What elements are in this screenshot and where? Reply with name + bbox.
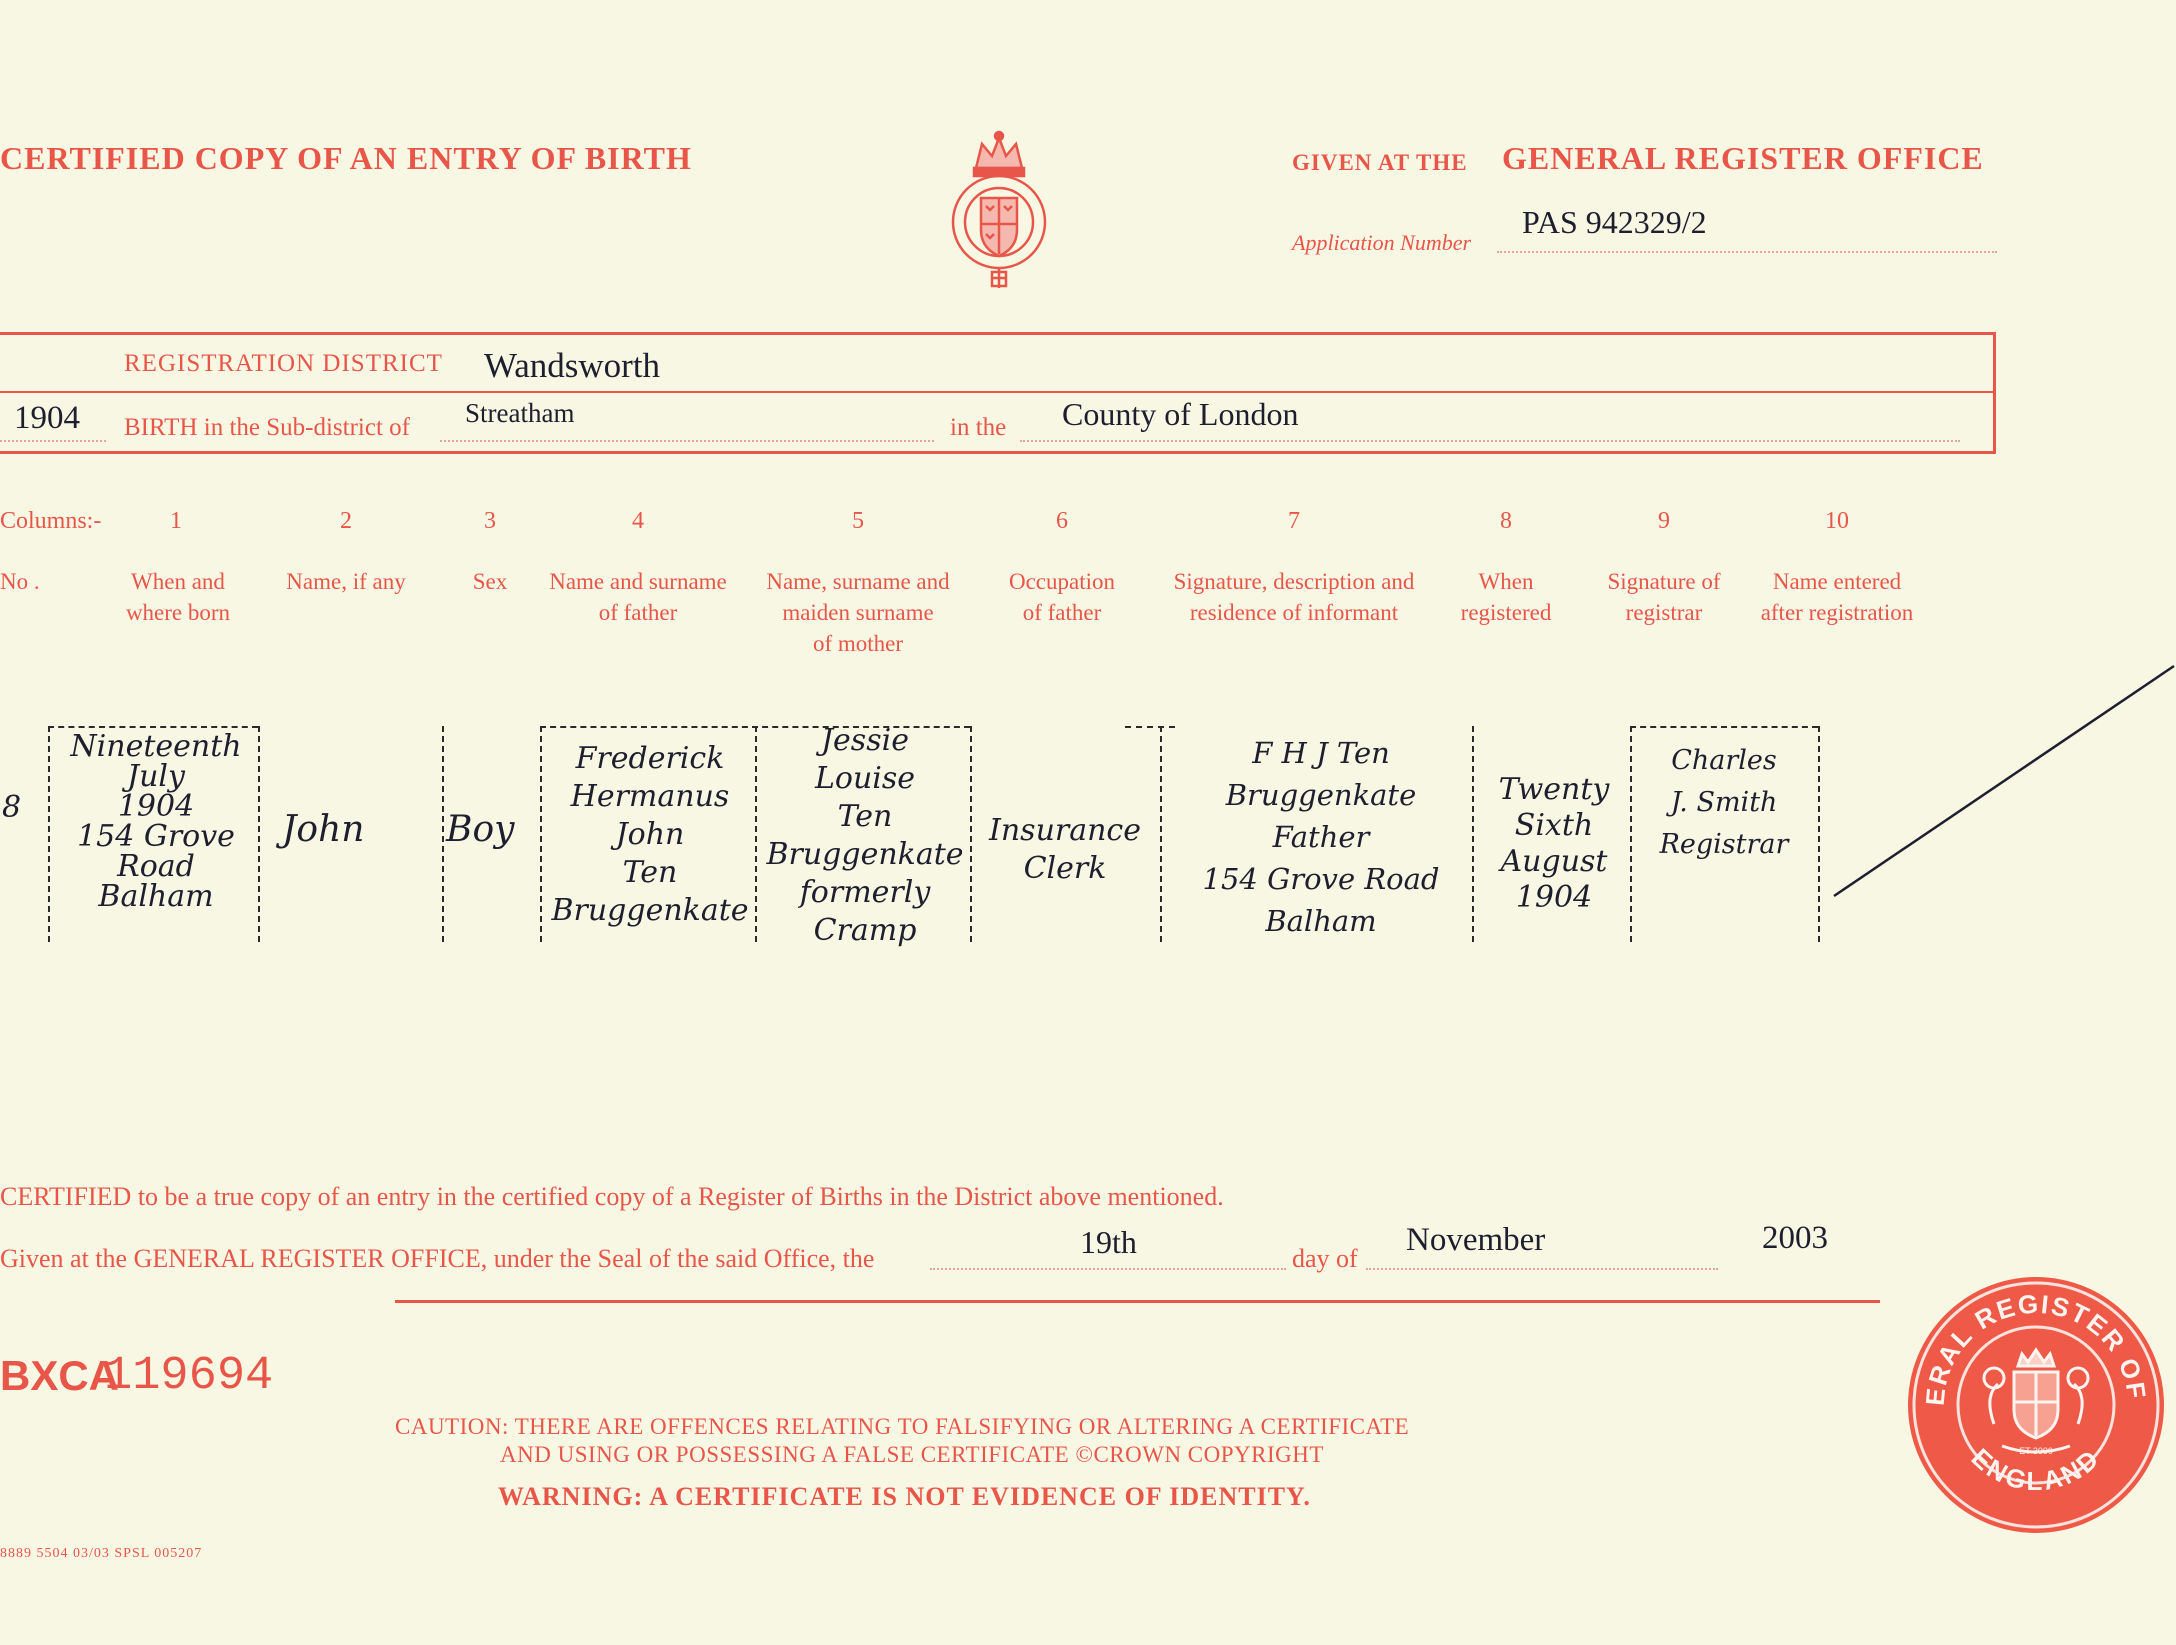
entry-column-divider	[48, 726, 50, 942]
columns-label: Columns:-	[0, 508, 102, 534]
given-at-statement: Given at the GENERAL REGISTER OFFICE, under the Seal of the said Office, the	[0, 1244, 875, 1273]
entry-top-rule	[1125, 726, 1175, 728]
entry-column-divider	[1818, 726, 1820, 942]
seal-icon	[1906, 1274, 2166, 1536]
column-heading: Occupation of father	[1008, 569, 1115, 625]
column-no-heading: No .	[0, 569, 40, 594]
column-number: 7	[1288, 508, 1300, 534]
svg-text:ENGLAND: ENGLAND	[1965, 1442, 2107, 1497]
column-heading: Signature of registrar	[1607, 569, 1721, 625]
day-of-label: day of	[1292, 1244, 1358, 1273]
column-number: 8	[1500, 508, 1512, 534]
county-dotted-line	[1020, 440, 1960, 442]
registration-district-value: Wandsworth	[484, 346, 661, 385]
caution-line-1: CAUTION: THERE ARE OFFENCES RELATING TO FALSIFYING OR ALTERING A CERTIFICATE	[395, 1414, 1410, 1439]
application-number-dotted-line	[1497, 250, 1997, 253]
entry-when-registered: Twenty Sixth August 1904	[1498, 772, 1610, 915]
subdistrict-value: Streatham	[465, 398, 575, 428]
birth-subdistrict-label: BIRTH in the Sub-district of	[124, 414, 410, 441]
application-number-label: Application Number	[1292, 230, 1472, 255]
column-number: 2	[340, 508, 352, 534]
certification-year: 2003	[1762, 1220, 1828, 1256]
column-heading: Sex	[472, 569, 508, 594]
serial-prefix: BXCA	[0, 1352, 120, 1399]
entry-registrar-signature: Charles J. Smith Registrar	[1659, 745, 1789, 860]
column-heading: Signature, description and residence of informant	[1173, 569, 1415, 625]
certification-statement: CERTIFIED to be a true copy of an entry in the certified copy of a Register of Births in the District above mentioned.	[0, 1182, 1224, 1211]
entry-mother-name: Jessie Louise Ten Bruggenkate formerly Cramp	[766, 723, 964, 948]
entry-column-divider	[442, 726, 444, 942]
entry-sex: Boy	[446, 809, 515, 850]
year-dotted-line	[0, 440, 106, 442]
birth-year-value: 1904	[14, 400, 80, 436]
royal-crest-icon	[946, 130, 1052, 296]
column-number: 10	[1825, 508, 1849, 534]
county-value: County of London	[1062, 396, 1299, 432]
column-number: 6	[1056, 508, 1068, 534]
entry-informant: F H J Ten Bruggenkate Father 154 Grove Road Balham	[1202, 736, 1440, 938]
entry-when-where-born: Nineteenth July 1904 154 Grove Road Balham	[70, 729, 242, 914]
column-number: 4	[632, 508, 644, 534]
certification-month: November	[1406, 1222, 1546, 1258]
entry-father-name: Frederick Hermanus John Ten Bruggenkate	[551, 741, 749, 928]
district-divider	[0, 391, 1996, 393]
column-number: 3	[484, 508, 496, 534]
column-number: 5	[852, 508, 864, 534]
entry-number: 8	[2, 790, 22, 825]
column-heading: Name, surname and maiden surname of mother	[766, 569, 950, 656]
svg-text:GENERAL REGISTER OFFICE: ERAL REGISTER OF	[1919, 1288, 2153, 1407]
certification-rule	[395, 1300, 1880, 1303]
day-dotted-line	[930, 1268, 1286, 1270]
certificate-title: CERTIFIED COPY OF AN ENTRY OF BIRTH	[0, 140, 692, 176]
footer-codes: 8889 5504 03/03 SPSL 005207	[0, 1546, 203, 1561]
given-at-label: GIVEN AT THE	[1292, 150, 1468, 175]
royal-crest	[946, 130, 1052, 296]
column-heading: When registered	[1460, 569, 1552, 625]
month-dotted-line	[1366, 1268, 1718, 1270]
entry-top-rule	[1630, 726, 1818, 728]
column-heading: Name, if any	[286, 569, 406, 594]
subdistrict-dotted-line	[440, 440, 934, 442]
entry-father-occupation: Insurance Clerk	[989, 813, 1141, 886]
application-number-value: PAS 942329/2	[1522, 204, 1707, 240]
caution-line-2: AND USING OR POSSESSING A FALSE CERTIFICATE ©CROWN COPYRIGHT	[500, 1442, 1324, 1467]
certification-day: 19th	[1080, 1224, 1137, 1260]
strike-line	[1830, 660, 2176, 900]
entry-top-rule	[48, 726, 258, 728]
column-heading: Name entered after registration	[1760, 569, 1914, 625]
seal-center-text: ET 3000	[2019, 1446, 2053, 1456]
general-register-office-heading: GENERAL REGISTER OFFICE	[1502, 140, 1984, 176]
in-the-label: in the	[950, 414, 1007, 441]
identity-warning: WARNING: A CERTIFICATE IS NOT EVIDENCE OF IDENTITY.	[498, 1482, 1311, 1511]
registration-district-label: REGISTRATION DISTRICT	[124, 350, 443, 377]
serial-number: 119694	[104, 1350, 274, 1403]
column-heading: When and where born	[125, 569, 231, 625]
general-register-office-seal	[1906, 1274, 2166, 1536]
entry-name: John	[282, 809, 365, 850]
column-number: 9	[1658, 508, 1670, 534]
column-heading: Name and surname of father	[549, 569, 727, 625]
column-number: 1	[170, 508, 182, 534]
